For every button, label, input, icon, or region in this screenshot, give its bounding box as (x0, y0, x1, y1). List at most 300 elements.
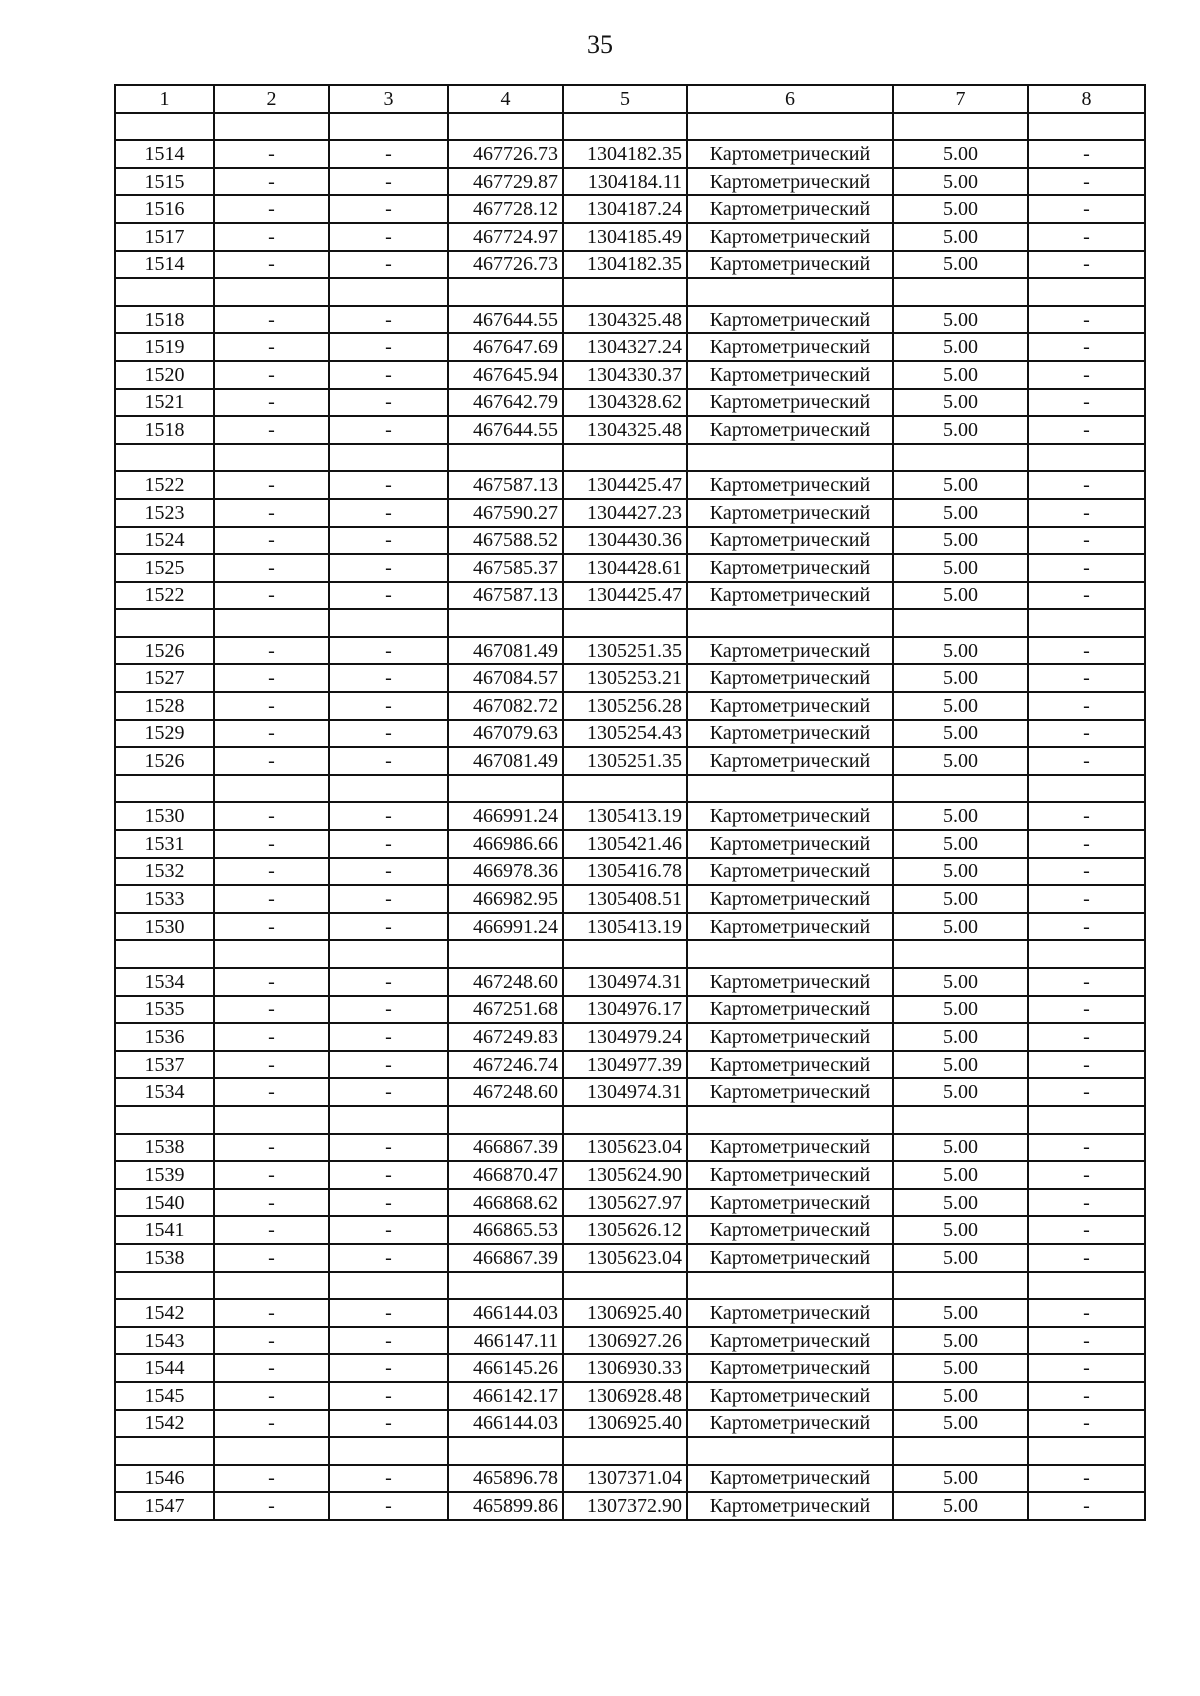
table-cell: - (214, 1023, 329, 1051)
table-cell: 1304979.24 (563, 1023, 687, 1051)
table-row (115, 996, 1145, 1024)
table-cell: 1514 (115, 140, 214, 168)
table-cell: 1304425.47 (563, 471, 687, 499)
table-cell: - (329, 913, 448, 941)
table-cell: - (329, 1189, 448, 1217)
table-cell: - (329, 389, 448, 417)
table-cell: 5.00 (893, 1465, 1028, 1493)
table-cell (214, 1437, 329, 1465)
table-cell: - (1028, 527, 1145, 555)
table-cell: - (214, 1051, 329, 1079)
table-cell: 1538 (115, 1244, 214, 1272)
table-cell: 466868.62 (448, 1189, 563, 1217)
table-cell: - (1028, 1023, 1145, 1051)
table-cell (563, 444, 687, 472)
table-cell: - (1028, 389, 1145, 417)
table-cell: - (214, 1410, 329, 1438)
table-cell: - (1028, 913, 1145, 941)
table-cell: Картометрический (687, 885, 893, 913)
table-cell: - (214, 1244, 329, 1272)
table-cell: 5.00 (893, 361, 1028, 389)
table-cell: - (1028, 195, 1145, 223)
table-cell: 1304185.49 (563, 223, 687, 251)
table-cell: - (214, 1134, 329, 1162)
table-cell: 1542 (115, 1410, 214, 1438)
column-header: 2 (214, 85, 329, 113)
table-cell: Картометрический (687, 582, 893, 610)
table-cell: - (329, 1299, 448, 1327)
table-cell: 467587.13 (448, 582, 563, 610)
table-cell: 5.00 (893, 637, 1028, 665)
table-cell: 1516 (115, 195, 214, 223)
table-cell: 466147.11 (448, 1327, 563, 1355)
table-cell: - (214, 1161, 329, 1189)
table-cell: - (329, 858, 448, 886)
table-cell: 5.00 (893, 306, 1028, 334)
table-cell: 466867.39 (448, 1244, 563, 1272)
table-cell: 466991.24 (448, 802, 563, 830)
table-cell: 1534 (115, 968, 214, 996)
table-cell: - (214, 1382, 329, 1410)
table-cell: 1305413.19 (563, 913, 687, 941)
table-row (115, 802, 1145, 830)
table-cell: Картометрический (687, 996, 893, 1024)
table-cell: 466867.39 (448, 1134, 563, 1162)
table-cell: 467585.37 (448, 554, 563, 582)
table-cell: 466870.47 (448, 1161, 563, 1189)
table-cell: 5.00 (893, 664, 1028, 692)
table-cell: 1305626.12 (563, 1216, 687, 1244)
table-cell: - (1028, 1051, 1145, 1079)
table-cell: - (329, 1161, 448, 1189)
table-cell: - (329, 1051, 448, 1079)
table-cell: 1306925.40 (563, 1410, 687, 1438)
table-cell: 5.00 (893, 1244, 1028, 1272)
table-cell: 467644.55 (448, 306, 563, 334)
table-cell: - (1028, 306, 1145, 334)
table-cell: 1304425.47 (563, 582, 687, 610)
table-cell: - (1028, 223, 1145, 251)
table-cell (115, 278, 214, 306)
table-cell (214, 609, 329, 637)
table-cell (893, 444, 1028, 472)
table-cell: - (1028, 802, 1145, 830)
table-cell: Картометрический (687, 747, 893, 775)
table-cell (214, 1106, 329, 1134)
table-cell: - (329, 1382, 448, 1410)
table-cell: 5.00 (893, 1299, 1028, 1327)
table-cell: Картометрический (687, 333, 893, 361)
table-cell: 466991.24 (448, 913, 563, 941)
table-cell: 467251.68 (448, 996, 563, 1024)
table-cell (563, 609, 687, 637)
table-cell: 1536 (115, 1023, 214, 1051)
table-cell (115, 609, 214, 637)
table-cell: Картометрический (687, 1327, 893, 1355)
table-row (115, 858, 1145, 886)
table-cell: 1305416.78 (563, 858, 687, 886)
table-cell: - (214, 554, 329, 582)
table-row (115, 223, 1145, 251)
table-cell: 1543 (115, 1327, 214, 1355)
table-cell: 1530 (115, 802, 214, 830)
table-cell (893, 113, 1028, 141)
table-cell (687, 1106, 893, 1134)
table-cell: - (1028, 885, 1145, 913)
table-separator-row (115, 609, 1145, 637)
table-cell (448, 444, 563, 472)
table-row (115, 830, 1145, 858)
table-row (115, 1216, 1145, 1244)
table-cell (563, 1272, 687, 1300)
table-cell (115, 1272, 214, 1300)
table-cell: - (214, 1327, 329, 1355)
page-number: 35 (587, 30, 613, 59)
table-cell: 1540 (115, 1189, 214, 1217)
table-row (115, 913, 1145, 941)
table-separator-row (115, 775, 1145, 803)
table-header-row (115, 85, 1145, 113)
table-cell: - (329, 1492, 448, 1520)
table-cell: - (1028, 1216, 1145, 1244)
table-cell: 1306925.40 (563, 1299, 687, 1327)
table-cell: Картометрический (687, 1382, 893, 1410)
table-cell: - (214, 1354, 329, 1382)
table-cell: Картометрический (687, 1051, 893, 1079)
table-cell: 466145.26 (448, 1354, 563, 1382)
table-cell: Картометрический (687, 1465, 893, 1493)
table-cell: 1304330.37 (563, 361, 687, 389)
table-cell: - (329, 499, 448, 527)
table-cell: - (214, 333, 329, 361)
table-cell (1028, 609, 1145, 637)
table-cell: - (1028, 747, 1145, 775)
table-cell: - (1028, 968, 1145, 996)
table-cell (687, 444, 893, 472)
table-cell: 466144.03 (448, 1410, 563, 1438)
table-cell: - (1028, 1465, 1145, 1493)
table-cell: 1305251.35 (563, 637, 687, 665)
table-cell: 1304430.36 (563, 527, 687, 555)
table-cell: - (214, 858, 329, 886)
table-cell: Картометрический (687, 416, 893, 444)
table-separator-row (115, 1437, 1145, 1465)
table-cell (893, 278, 1028, 306)
table-row (115, 1161, 1145, 1189)
table-cell: 5.00 (893, 554, 1028, 582)
column-header: 3 (329, 85, 448, 113)
table-row (115, 140, 1145, 168)
table-cell: 467642.79 (448, 389, 563, 417)
table-cell: - (214, 1299, 329, 1327)
table-cell: 5.00 (893, 802, 1028, 830)
table-cell: - (1028, 720, 1145, 748)
table-cell: 1305256.28 (563, 692, 687, 720)
table-cell: 5.00 (893, 471, 1028, 499)
table-cell: - (1028, 140, 1145, 168)
table-cell (1028, 940, 1145, 968)
table-cell: - (214, 637, 329, 665)
table-cell: 5.00 (893, 1327, 1028, 1355)
table-row (115, 471, 1145, 499)
table-cell: - (1028, 858, 1145, 886)
table-cell: 5.00 (893, 416, 1028, 444)
table-cell: 5.00 (893, 720, 1028, 748)
table-cell (214, 775, 329, 803)
table-cell: - (1028, 664, 1145, 692)
table-cell: - (1028, 692, 1145, 720)
table-cell: - (214, 499, 329, 527)
table-cell: - (329, 720, 448, 748)
table-cell: - (214, 527, 329, 555)
table-cell: - (1028, 1354, 1145, 1382)
table-cell: - (329, 747, 448, 775)
table-cell (1028, 775, 1145, 803)
table-cell (329, 1106, 448, 1134)
table-cell: 467724.97 (448, 223, 563, 251)
table-cell: 1307372.90 (563, 1492, 687, 1520)
table-cell (329, 609, 448, 637)
table-cell (448, 609, 563, 637)
table-row (115, 1299, 1145, 1327)
table-cell (448, 1272, 563, 1300)
table-cell: 1522 (115, 582, 214, 610)
table-cell (329, 113, 448, 141)
table-cell: 5.00 (893, 1161, 1028, 1189)
table-cell: - (214, 720, 329, 748)
table-cell (329, 444, 448, 472)
table-row (115, 1410, 1145, 1438)
table-cell: - (214, 1078, 329, 1106)
table-cell: - (1028, 499, 1145, 527)
table-cell: 467645.94 (448, 361, 563, 389)
table-cell: Картометрический (687, 499, 893, 527)
table-cell: 1305623.04 (563, 1244, 687, 1272)
table-cell: 467082.72 (448, 692, 563, 720)
table-cell: 1305421.46 (563, 830, 687, 858)
table-row (115, 1382, 1145, 1410)
table-cell: 5.00 (893, 692, 1028, 720)
table-cell: 1304325.48 (563, 416, 687, 444)
table-cell: - (329, 1465, 448, 1493)
table-cell: - (214, 471, 329, 499)
table-cell: - (329, 168, 448, 196)
table-cell (448, 775, 563, 803)
table-cell: Картометрический (687, 223, 893, 251)
table-cell: - (214, 1216, 329, 1244)
table-cell (893, 1437, 1028, 1465)
table-cell (214, 444, 329, 472)
column-header: 1 (115, 85, 214, 113)
table-cell: 467647.69 (448, 333, 563, 361)
table-cell: 1521 (115, 389, 214, 417)
table-cell: - (329, 968, 448, 996)
table-cell: 1525 (115, 554, 214, 582)
table-cell (893, 775, 1028, 803)
table-cell: - (214, 830, 329, 858)
table-cell: - (214, 195, 329, 223)
table-cell (115, 775, 214, 803)
table-cell: Картометрический (687, 1216, 893, 1244)
table-cell: Картометрический (687, 664, 893, 692)
table-cell (1028, 1437, 1145, 1465)
table-cell: 1541 (115, 1216, 214, 1244)
table-cell: - (329, 1023, 448, 1051)
table-cell: 5.00 (893, 858, 1028, 886)
table-cell: 5.00 (893, 1078, 1028, 1106)
column-header: 7 (893, 85, 1028, 113)
table-cell: - (214, 389, 329, 417)
table-cell: 1545 (115, 1382, 214, 1410)
table-cell: - (1028, 554, 1145, 582)
table-cell (448, 278, 563, 306)
table-cell (329, 278, 448, 306)
table-cell: 5.00 (893, 830, 1028, 858)
table-cell: Картометрический (687, 1161, 893, 1189)
column-header: 4 (448, 85, 563, 113)
table-cell: 5.00 (893, 913, 1028, 941)
table-cell: - (329, 802, 448, 830)
table-cell: 1304327.24 (563, 333, 687, 361)
table-cell: Картометрический (687, 1354, 893, 1382)
table-cell: 5.00 (893, 389, 1028, 417)
table-cell: 5.00 (893, 968, 1028, 996)
table-cell: 1544 (115, 1354, 214, 1382)
table-cell: 5.00 (893, 1051, 1028, 1079)
table-row (115, 389, 1145, 417)
table-cell: - (329, 1078, 448, 1106)
coordinates-table (114, 84, 1146, 1521)
table-cell: Картометрический (687, 1244, 893, 1272)
table-cell: Картометрический (687, 913, 893, 941)
table-cell: 466865.53 (448, 1216, 563, 1244)
table-cell: - (1028, 361, 1145, 389)
table-cell: 1305627.97 (563, 1189, 687, 1217)
table-cell: - (1028, 996, 1145, 1024)
table-cell: 466142.17 (448, 1382, 563, 1410)
table-cell: 1305253.21 (563, 664, 687, 692)
table-cell: - (1028, 471, 1145, 499)
table-cell: - (214, 1189, 329, 1217)
table-cell: - (329, 1134, 448, 1162)
table-cell: - (329, 195, 448, 223)
table-separator-row (115, 444, 1145, 472)
table-cell (329, 940, 448, 968)
table-cell: 1304187.24 (563, 195, 687, 223)
table-cell: Картометрический (687, 195, 893, 223)
table-cell: 467587.13 (448, 471, 563, 499)
table-cell: 1307371.04 (563, 1465, 687, 1493)
table-row (115, 1189, 1145, 1217)
table-cell: 1304182.35 (563, 140, 687, 168)
table-cell: Картометрический (687, 720, 893, 748)
table-cell: 1517 (115, 223, 214, 251)
table-cell: 1522 (115, 471, 214, 499)
table-cell (563, 1106, 687, 1134)
table-cell: Картометрический (687, 830, 893, 858)
table-cell: 467248.60 (448, 1078, 563, 1106)
table-cell (893, 1272, 1028, 1300)
table-cell: - (329, 140, 448, 168)
table-cell: 467729.87 (448, 168, 563, 196)
table-cell: - (329, 1216, 448, 1244)
table-cell: - (1028, 1327, 1145, 1355)
table-cell: 467590.27 (448, 499, 563, 527)
table-cell: 1304325.48 (563, 306, 687, 334)
table-cell: - (329, 251, 448, 279)
table-cell: 467726.73 (448, 140, 563, 168)
table-cell: - (1028, 1382, 1145, 1410)
table-cell: - (329, 471, 448, 499)
table-cell: Картометрический (687, 140, 893, 168)
table-cell: 467249.83 (448, 1023, 563, 1051)
table-cell (329, 1272, 448, 1300)
table-cell: 1518 (115, 306, 214, 334)
table-cell: 1514 (115, 251, 214, 279)
table-cell: 5.00 (893, 168, 1028, 196)
table-cell: 1515 (115, 168, 214, 196)
table-cell: 1305413.19 (563, 802, 687, 830)
table-cell: - (1028, 1078, 1145, 1106)
table-cell: 1305623.04 (563, 1134, 687, 1162)
table-row (115, 1354, 1145, 1382)
column-header: 6 (687, 85, 893, 113)
table-cell: Картометрический (687, 251, 893, 279)
table-cell (115, 940, 214, 968)
table-cell: 5.00 (893, 1189, 1028, 1217)
table-cell: - (214, 996, 329, 1024)
table-cell (1028, 113, 1145, 141)
table-cell: 5.00 (893, 1492, 1028, 1520)
table-cell: Картометрический (687, 1078, 893, 1106)
table-cell: - (329, 996, 448, 1024)
table-cell: - (1028, 333, 1145, 361)
table-cell: 5.00 (893, 527, 1028, 555)
table-cell (687, 278, 893, 306)
table-cell (115, 444, 214, 472)
table-cell (563, 940, 687, 968)
table-cell (115, 1106, 214, 1134)
table-cell: 1526 (115, 637, 214, 665)
table-cell: 467081.49 (448, 637, 563, 665)
column-header: 8 (1028, 85, 1145, 113)
table-cell (115, 1437, 214, 1465)
table-cell (448, 940, 563, 968)
table-cell (563, 278, 687, 306)
table-row (115, 361, 1145, 389)
table-row (115, 1465, 1145, 1493)
table-row (115, 306, 1145, 334)
table-cell: 1530 (115, 913, 214, 941)
table-cell: 1520 (115, 361, 214, 389)
table-row (115, 416, 1145, 444)
table-cell (893, 1106, 1028, 1134)
table-cell (563, 1437, 687, 1465)
table-cell (448, 113, 563, 141)
table-cell: 1304427.23 (563, 499, 687, 527)
table-cell: 1533 (115, 885, 214, 913)
table-cell (1028, 444, 1145, 472)
table-cell: Картометрический (687, 1299, 893, 1327)
table-cell: 5.00 (893, 1216, 1028, 1244)
table-cell: 1524 (115, 527, 214, 555)
table-cell: 1304974.31 (563, 1078, 687, 1106)
table-cell: - (1028, 637, 1145, 665)
table-cell: 5.00 (893, 195, 1028, 223)
table-cell: 5.00 (893, 333, 1028, 361)
table-cell: Картометрический (687, 1023, 893, 1051)
table-cell: Картометрический (687, 692, 893, 720)
